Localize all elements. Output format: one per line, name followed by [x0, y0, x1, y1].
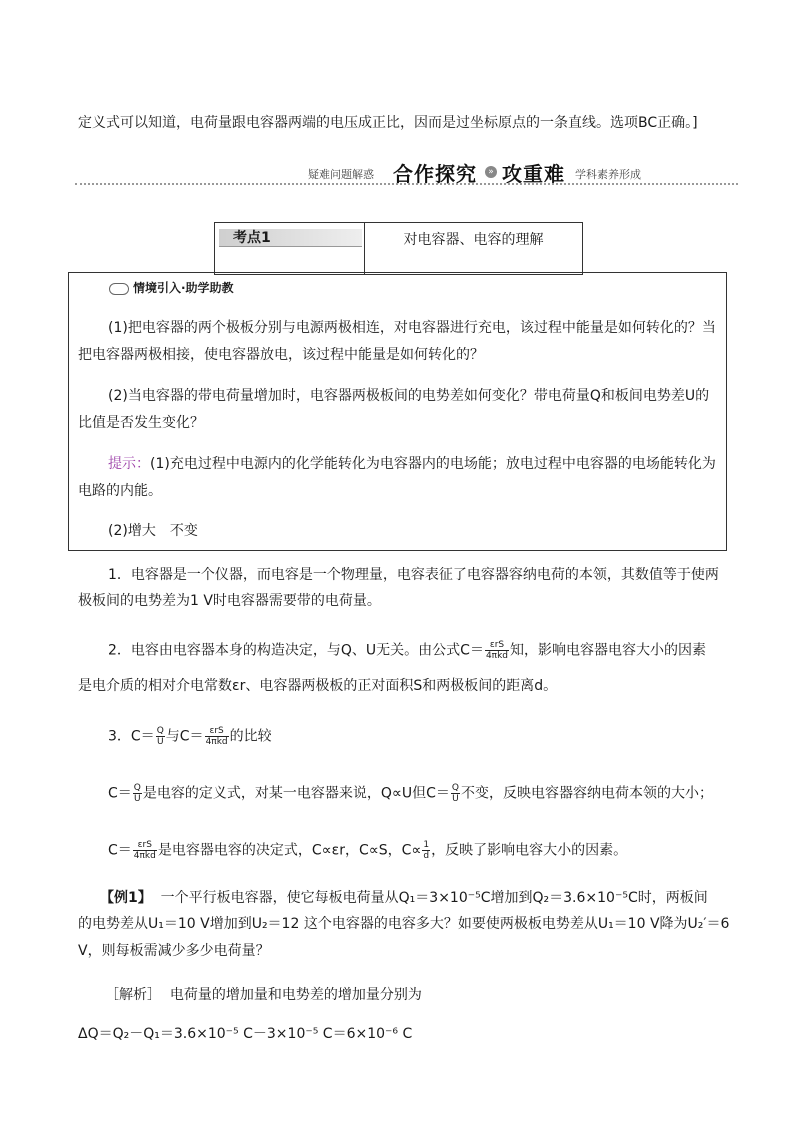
banner-left-caption: 疑难问题解惑: [308, 168, 374, 181]
point-title: 对电容器、电容的理解: [403, 232, 544, 248]
para1-line1: 1．电容器是一个仪器，而电容是一个物理量，电容表征了电容器容纳电荷的本领，其数值等于使两: [108, 567, 719, 583]
para5-text-b: 是电容器电容的决定式，C∝εr，C∝S，C∝: [157, 842, 422, 859]
fraction-numerator: Q: [156, 726, 164, 736]
formula-fraction: [156, 726, 165, 747]
example-label: 【例1】: [100, 890, 152, 906]
hint-line1: [108, 454, 716, 474]
fraction-numerator: εrS: [205, 726, 229, 737]
banner-title-cooperate: 合作探究: [393, 162, 477, 186]
point-tag: 考点1: [219, 229, 362, 247]
chevron-right-icon: »: [485, 166, 497, 178]
hint-text: (1)充电过程中电源内的化学能转化为电容器内的电场能；放电过程中电容器的电场能转化为: [150, 456, 716, 472]
hint-line3: (2)增大 不变: [108, 523, 198, 539]
equation-line: ΔQ＝Q₂－Q₁＝3.6×10⁻⁵ C－3×10⁻⁵ C＝6×10⁻⁶ C: [78, 1026, 413, 1042]
example-line1: [100, 888, 708, 908]
fraction-numerator: Q: [451, 783, 460, 793]
fraction-denominator: 4πkd: [133, 851, 156, 861]
formula-fraction: [422, 840, 430, 861]
para5-text-c: ，反映了影响电容大小的因素。: [431, 842, 628, 859]
hint-label: 提示：: [108, 456, 150, 472]
analysis-text: 电荷量的增加量和电势差的增加量分别为: [169, 987, 422, 1003]
scenario-q2-line2: 比值是否发生变化？: [78, 415, 204, 431]
formula-fraction: [451, 783, 460, 804]
example-line3: V，则每板需减少多少电荷量？: [78, 943, 270, 959]
example-line2: 的电势差从U₁＝10 V增加到U₂＝12 这个电容器的电容多大？如要使两极板电势差从U₁＝10 V降为U₂′＝6: [78, 916, 730, 932]
analysis-label: ［解析］: [105, 987, 161, 1003]
scenario-heading-text: 情境引入·助学助教: [133, 281, 234, 295]
scenario-q2-line1: (2)当电容器的带电荷量增加时，电容器两极板间的电势差如何变化？带电荷量Q和板间电势差U的: [108, 388, 710, 404]
para3-line: [108, 726, 272, 747]
fraction-denominator: 4πkd: [205, 737, 228, 747]
para5-text-a: C＝: [108, 842, 132, 859]
para3-text-c: 的比较: [229, 728, 272, 745]
scenario-q1-line2: 把电容器两极相接，使电容器放电，该过程中能量是如何转化的？: [78, 347, 484, 363]
banner-divider: [75, 183, 738, 185]
example-text: 一个平行板电容器，使它每板电荷量从Q₁＝3×10⁻⁵C增加到Q₂＝3.6×10⁻⁵C时，两板间: [160, 890, 708, 906]
para2-text-a: 2．电容由电容器本身的构造决定，与Q、U无关。由公式C＝: [108, 642, 484, 659]
para2-text-b: 知，影响电容器电容大小的因素: [510, 642, 707, 659]
analysis-line: [105, 985, 422, 1005]
para4-text-c: 不变，反映电容器容纳电荷本领的大小；: [461, 785, 714, 802]
fraction-denominator: U: [134, 794, 141, 804]
scenario-q1-line1: (1)把电容器的两个极板分别与电源两极相连，对电容器进行充电，该过程中能量是如何转化的？当: [108, 320, 716, 336]
hint-line2: 电路的内能。: [78, 483, 162, 499]
fraction-denominator: d: [423, 851, 430, 861]
formula-fraction: [205, 726, 229, 747]
banner-title-difficulty: 攻重难: [502, 162, 565, 186]
para4-text-b: 是电容的定义式，对某一电容器来说，Q∝U但C＝: [142, 785, 450, 802]
top-text-line: 定义式可以知道，电荷量跟电容器两端的电压成正比，因而是过坐标原点的一条直线。选项BC正确。]: [78, 115, 698, 131]
para2-line1: [108, 640, 706, 661]
para4-line: [108, 783, 713, 804]
para4-text-a: C＝: [108, 785, 132, 802]
formula-fraction: [485, 640, 509, 661]
formula-fraction: [133, 840, 157, 861]
hand-icon: [109, 283, 129, 295]
para3-text-a: 3．C＝: [108, 728, 155, 745]
scenario-box: [68, 272, 727, 551]
fraction-numerator: εrS: [133, 840, 157, 851]
fraction-numerator: εrS: [485, 640, 509, 651]
fraction-numerator: Q: [133, 783, 141, 793]
fraction-numerator: 1: [423, 840, 430, 850]
fraction-denominator: 4πkd: [485, 651, 509, 661]
point-box: [214, 222, 583, 275]
scenario-heading: [109, 279, 234, 296]
formula-fraction: [133, 783, 142, 804]
section-banner: [75, 158, 738, 188]
banner-right-caption: 学科素养形成: [575, 168, 641, 181]
para2-line2: 是电介质的相对介电常数εr、电容器两极板的正对面积S和两极板间的距离d。: [78, 678, 558, 694]
para3-text-b: 与C＝: [165, 728, 204, 745]
para5-line: [108, 840, 627, 861]
fraction-denominator: U: [452, 794, 459, 804]
fraction-denominator: U: [156, 737, 164, 747]
para1-line2: 极板间的电势差为1 V时电容器需要带的电荷量。: [78, 593, 381, 609]
